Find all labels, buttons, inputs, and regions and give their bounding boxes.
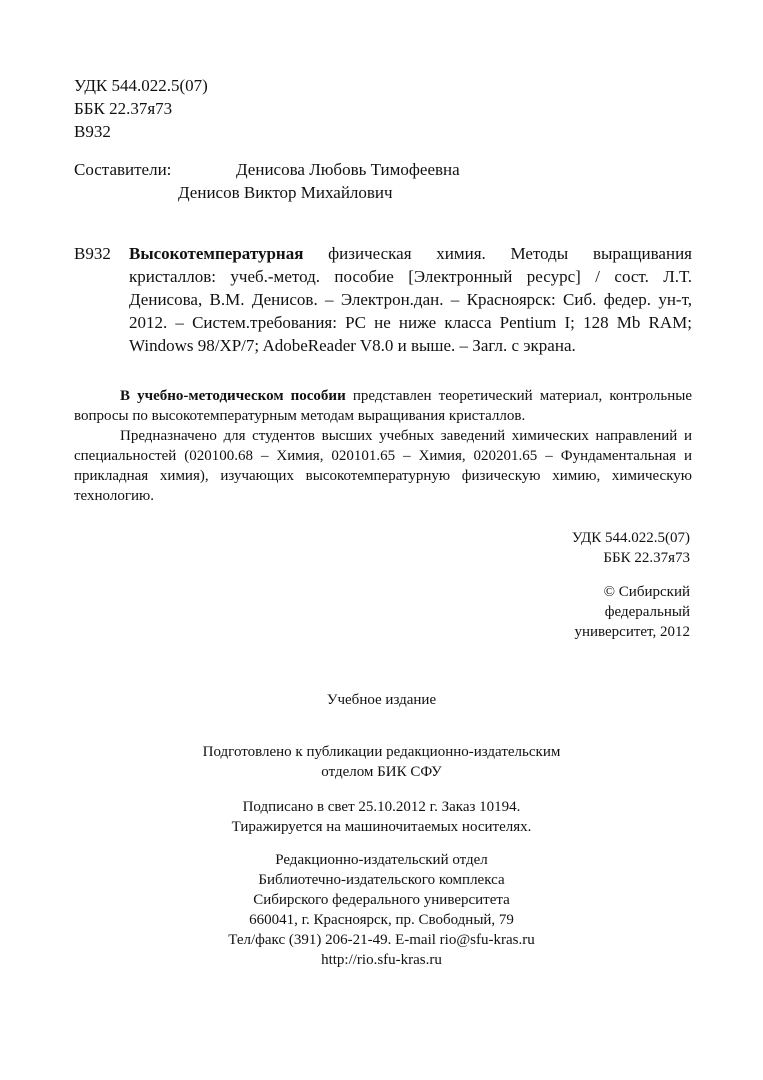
bib-line-2: кристаллов: учеб.-метод. пособие [Электронный ресурс] / сост. Л.Т. (129, 267, 692, 286)
prepared-line-1: Подготовлено к публикации редакционно-издательским (202, 744, 561, 760)
publisher-line-3: Сибирского федерального университета (253, 892, 510, 908)
signed-note (0, 797, 763, 837)
bib-record (129, 242, 692, 357)
bib-line-5: Windows 98/XP/7; AdobeReader V8.0 и выше. – Загл. с экрана. (129, 336, 576, 355)
copyright-line-3: университет, 2012 (574, 624, 690, 640)
abstract-line-6: технологию. (74, 488, 154, 504)
compiler-name-2: Денисов Виктор Михайлович (178, 183, 393, 202)
udk-right (572, 528, 690, 568)
abstract-line-4: специальностей (020100.68 – Химия, 020101.65 – Химия, 020201.65 – Фундаментальная и (74, 448, 692, 464)
abstract (74, 386, 692, 506)
compilers-label: Составители: (74, 160, 172, 179)
signed-line-2: Тиражируется на машиночитаемых носителях. (231, 819, 532, 835)
edition-type: Учебное издание (326, 692, 437, 708)
prepared-line-2: отделом БИК СФУ (321, 764, 442, 780)
bbk-right-code: ББК 22.37я73 (603, 550, 690, 566)
publisher-block (0, 850, 763, 970)
compiler-name-1: Денисова Любовь Тимофеевна (236, 160, 460, 179)
prepared-note (0, 742, 763, 782)
bib-author-mark: В932 (74, 244, 111, 263)
abstract-line-3: Предназначено для студентов высших учебных заведений химических направлений и (120, 428, 692, 444)
publisher-address: 660041, г. Красноярск, пр. Свободный, 79 (249, 912, 514, 928)
copyright-line-1: © Сибирский (603, 584, 690, 600)
abstract-bold: В учебно-методическом пособии (120, 388, 346, 404)
signed-line-1: Подписано в свет 25.10.2012 г. Заказ 10194. (242, 799, 521, 815)
bib-line-3: Денисова, В.М. Денисов. – Электрон.дан. – Красноярск: Сиб. федер. ун-т, (129, 290, 692, 309)
abstract-line-5: прикладная химия), изучающих высокотемпературную физическую химию, химическую (74, 468, 692, 484)
copyright (574, 582, 690, 642)
abstract-line-2: вопросы по высокотемпературным методам выращивания кристаллов. (74, 408, 526, 424)
bib-line-1: Высокотемпературная физическая химия. Методы выращивания (129, 244, 692, 263)
publisher-line-1: Редакционно-издательский отдел (275, 852, 488, 868)
publisher-url: http://rio.sfu-kras.ru (321, 952, 442, 968)
bib-title: Высокотемпературная (129, 244, 304, 263)
udk-right-code: УДК 544.022.5(07) (571, 530, 690, 546)
copyright-line-2: федеральный (604, 604, 690, 620)
publisher-line-2: Библиотечно-издательского комплекса (258, 872, 505, 888)
abstract-line-1: В учебно-методическом пособии представлен теоретический материал, контрольные (120, 388, 693, 404)
author-mark: В932 (74, 122, 111, 141)
udk-header (74, 74, 208, 143)
bib-line-4: 2012. – Систем.требования: PC не ниже класса Pentium I; 128 Mb RAM; (129, 313, 692, 332)
udk-code: УДК 544.022.5(07) (74, 76, 208, 95)
bbk-code: ББК 22.37я73 (74, 99, 173, 118)
publisher-contact: Тел/факс (391) 206-21-49. E-mail rio@sfu-kras.ru (228, 932, 535, 948)
